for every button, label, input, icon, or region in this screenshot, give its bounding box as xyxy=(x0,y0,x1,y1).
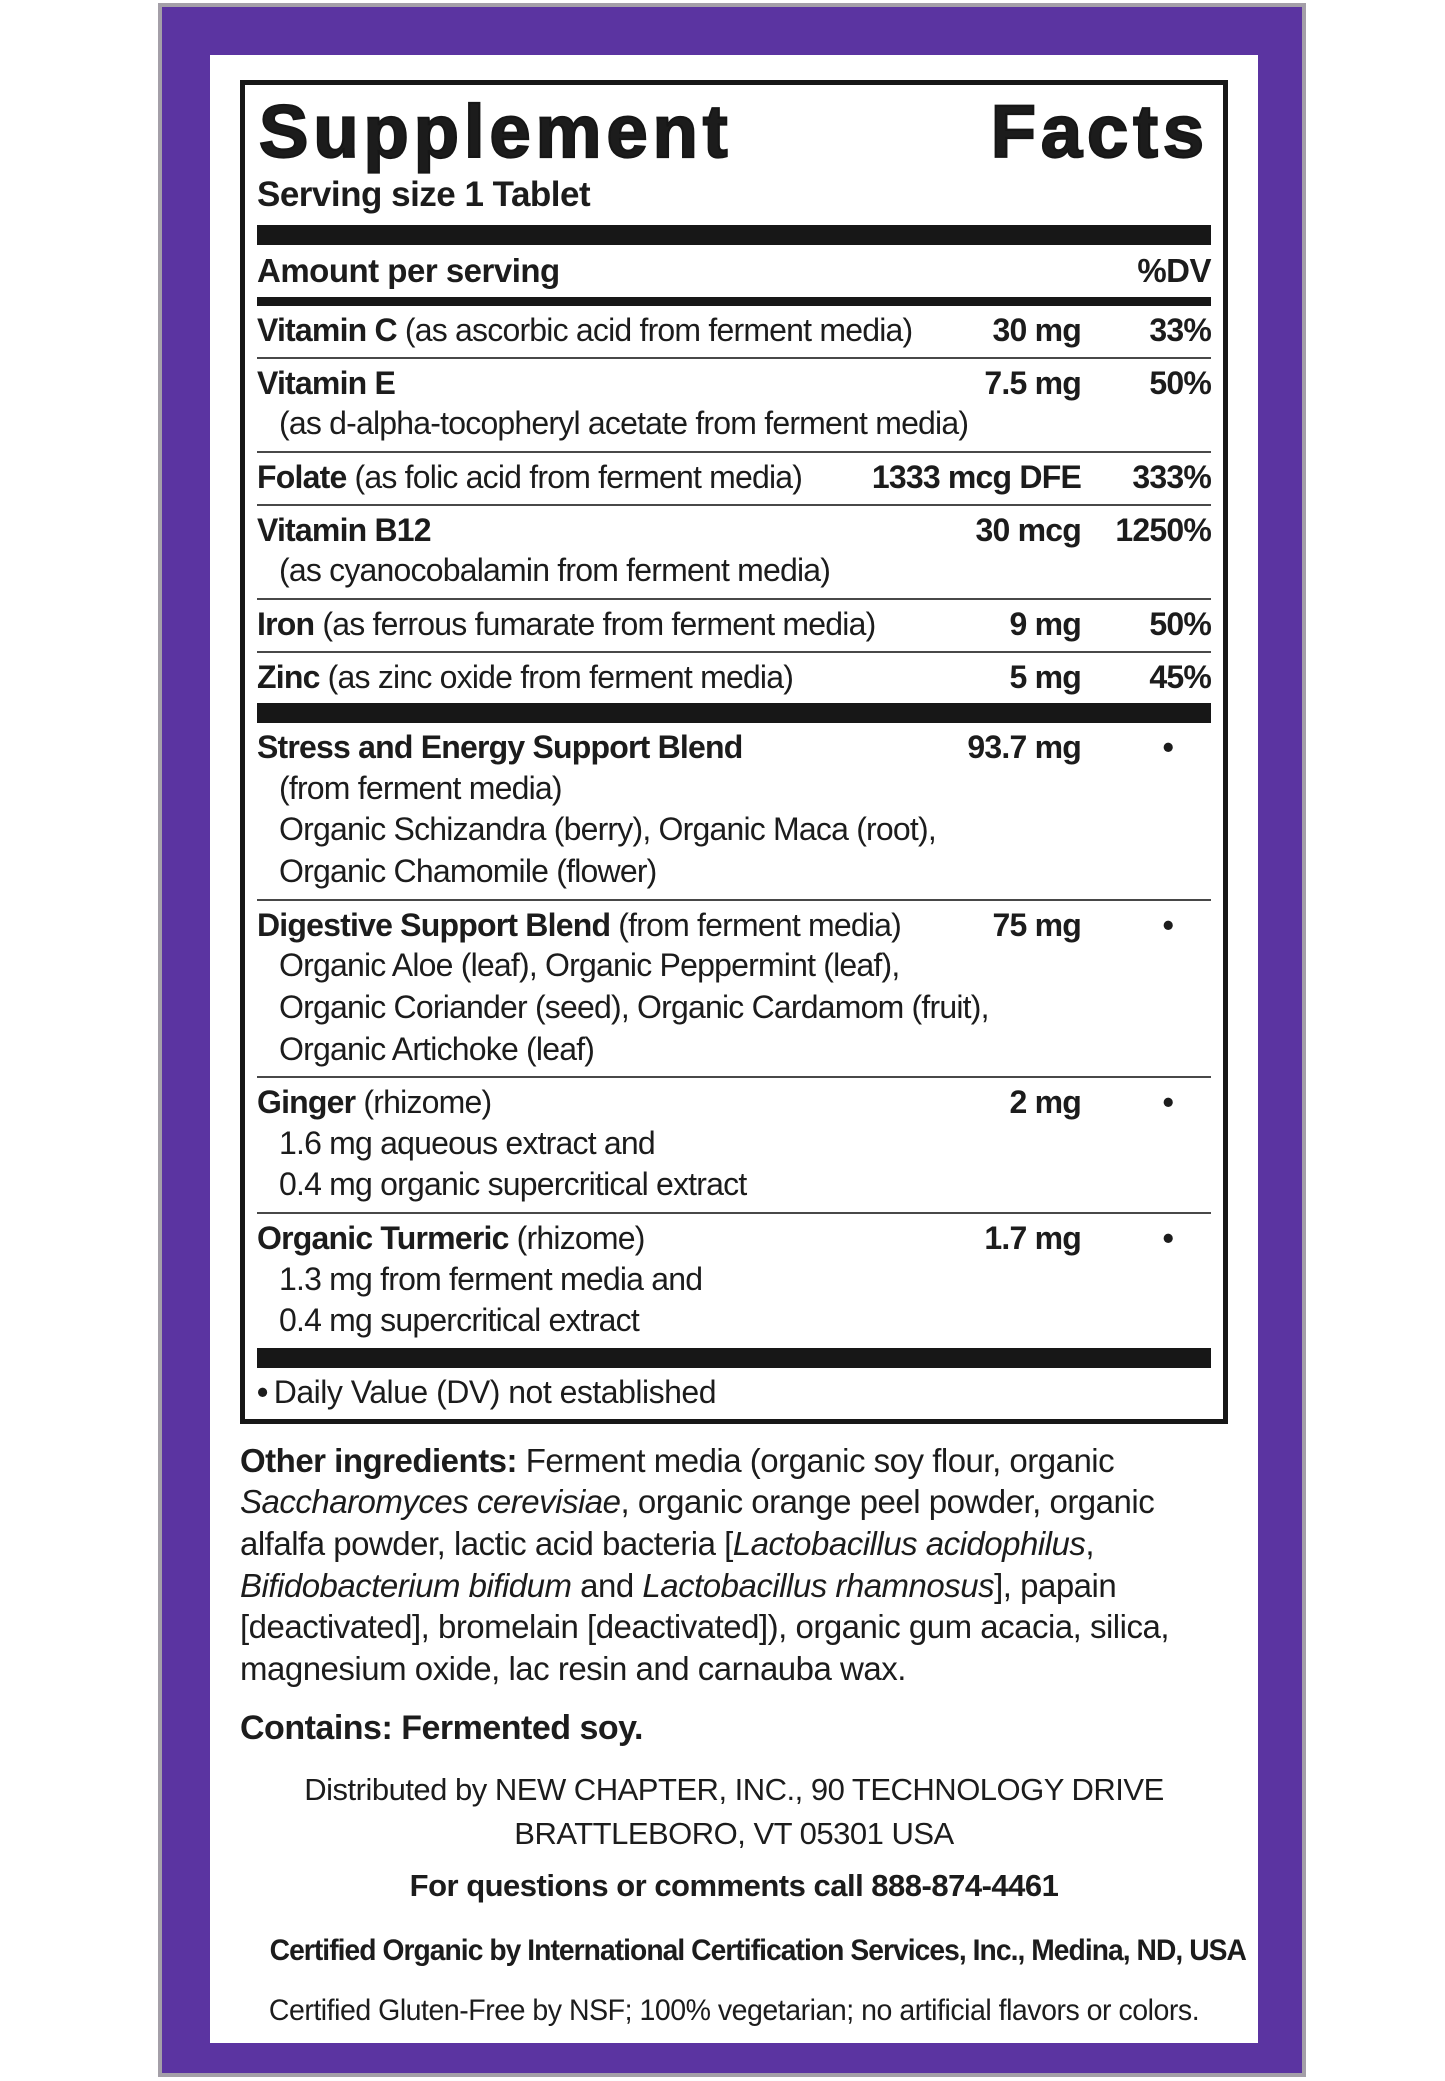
ingredient-name: Ginger xyxy=(257,1084,356,1121)
ingredient-row xyxy=(257,1212,1211,1348)
species-name: Lactobacillus rhamnosus xyxy=(642,1566,995,1604)
ingredient-row xyxy=(257,1076,1211,1212)
divider-bar-middle xyxy=(257,703,1211,723)
ingredient-name: Vitamin B12 xyxy=(257,511,431,548)
divider-bar-bottom xyxy=(257,1348,1211,1368)
ingredient-name-cell xyxy=(257,728,967,768)
distributor-address xyxy=(240,1768,1228,1856)
ingredient-row xyxy=(257,357,1211,451)
nutrient-rows xyxy=(257,306,1211,703)
footnote-text: Daily Value (DV) not established xyxy=(273,1373,716,1410)
ingredient-dv: 33% xyxy=(1149,312,1211,348)
ingredient-name: Iron xyxy=(257,605,315,642)
ingredient-amount: 7.5 mg xyxy=(984,364,1081,401)
label-inner xyxy=(210,55,1258,2043)
other-ingredients-text: , organic orange peel powder, organic alfalfa powder, lactic acid bacteria [ xyxy=(240,1483,1155,1562)
ingredient-row-main xyxy=(257,605,1211,645)
ingredient-amount: 75 mg xyxy=(992,906,1081,943)
ingredient-subline: Organic Chamomile (flower) xyxy=(279,853,657,890)
ingredient-subline: 0.4 mg supercritical extract xyxy=(279,1302,639,1339)
ingredient-subline: Organic Artichoke (leaf) xyxy=(279,1030,595,1067)
ingredient-name-cell xyxy=(257,1083,1010,1123)
ingredient-name-cell xyxy=(257,906,993,946)
other-ingredients-text: Ferment media (organic soy flour, organic xyxy=(525,1441,1115,1479)
divider-bar-top xyxy=(257,225,1211,245)
distributor-line-1: Distributed by NEW CHAPTER, INC., 90 TECHNOLOGY DRIVE xyxy=(304,1772,1164,1808)
ingredient-desc: (rhizome) xyxy=(355,1084,492,1121)
ingredient-row-main xyxy=(257,906,1211,946)
ingredient-dv: 333% xyxy=(1132,458,1211,495)
distributor-line-2: BRATTLEBORO, VT 05301 USA xyxy=(514,1816,954,1852)
ingredient-row xyxy=(257,899,1211,1076)
ingredient-name: Folate xyxy=(257,458,347,495)
ingredient-subline: 0.4 mg organic supercritical extract xyxy=(279,1166,747,1203)
ingredient-row-main xyxy=(257,728,1211,768)
ingredient-subline: (as d-alpha-tocopheryl acetate from ferment media) xyxy=(279,405,969,442)
footnote-row xyxy=(257,1368,1211,1419)
header-rule xyxy=(257,297,1211,306)
ingredient-name: Vitamin C xyxy=(257,312,397,348)
ingredient-name: Stress and Energy Support Blend xyxy=(257,729,743,766)
ingredient-row xyxy=(257,306,1211,357)
ingredient-amount: 2 mg xyxy=(1009,1084,1081,1121)
ingredient-desc: (rhizome) xyxy=(508,1219,645,1256)
certified-organic-line: Certified Organic by International Certification Services, Inc., Medina, ND, USA xyxy=(269,1934,1246,1968)
contains-statement: Contains: Fermented soy. xyxy=(240,1709,643,1748)
ingredient-name-cell xyxy=(257,511,976,551)
ingredient-row xyxy=(257,598,1211,651)
ingredient-amount: 1.7 mg xyxy=(984,1219,1081,1256)
ingredient-subline: 1.6 mg aqueous extract and xyxy=(279,1124,655,1161)
other-ingredients-text: and xyxy=(571,1566,643,1604)
ingredient-subline: (from ferment media) xyxy=(279,769,562,806)
ingredient-name: Organic Turmeric xyxy=(257,1219,509,1256)
ingredient-amount: 30 mcg xyxy=(975,511,1081,548)
ingredient-desc: (as ferrous fumarate from ferment media) xyxy=(314,605,876,642)
ingredient-amount: 1333 mcg DFE xyxy=(871,458,1081,495)
other-ingredients-label: Other ingredients: xyxy=(240,1441,526,1479)
ingredient-amount: 93.7 mg xyxy=(967,729,1081,766)
species-name: Saccharomyces cerevisiae xyxy=(240,1483,621,1521)
ingredient-row-main xyxy=(257,311,1211,351)
other-ingredients-text: ], papain [deactivated], bromelain [deactivated]), organic gum acacia, silica, magnesium oxide, lac resin and carnauba wax. xyxy=(240,1566,1169,1687)
ingredient-dv: • xyxy=(1162,1219,1173,1256)
ingredient-desc: (from ferment media) xyxy=(610,906,902,943)
ingredient-dv: 1250% xyxy=(1115,511,1211,548)
other-ingredients-text: , xyxy=(1085,1525,1095,1562)
ingredient-name-cell xyxy=(257,658,1010,698)
certified-gluten-free-line: Certified Gluten-Free by NSF; 100% vegetarian; no artificial flavors or colors. xyxy=(268,1994,1200,2028)
ingredient-desc: (as ascorbic acid from ferment media) xyxy=(396,312,913,348)
ingredient-row xyxy=(257,451,1211,504)
ingredient-desc: (as zinc oxide from ferment media) xyxy=(319,658,794,695)
panel-title-word: Facts xyxy=(990,90,1209,173)
ingredient-name: Zinc xyxy=(257,658,320,695)
ingredient-row-main xyxy=(257,658,1211,698)
ingredient-dv: • xyxy=(1162,1084,1173,1121)
footnote-bullet: • xyxy=(257,1373,268,1410)
panel-title xyxy=(257,85,1211,173)
supplement-facts-panel xyxy=(240,80,1228,1424)
ingredient-dv: • xyxy=(1162,906,1173,943)
ingredient-row-main xyxy=(257,1083,1211,1123)
ingredient-dv: 50% xyxy=(1149,605,1211,642)
other-ingredients-paragraph xyxy=(240,1440,1228,1689)
dv-header-label: %DV xyxy=(1137,252,1211,289)
ingredient-name-cell xyxy=(257,605,1010,645)
ingredient-row xyxy=(257,723,1211,898)
ingredient-amount: 30 mg xyxy=(992,312,1081,348)
questions-line: For questions or comments call 888-874-4461 xyxy=(409,1868,1059,1904)
ingredient-name: Digestive Support Blend xyxy=(257,906,611,943)
ingredient-dv: 50% xyxy=(1149,364,1211,401)
amount-header-label: Amount per serving xyxy=(257,252,560,289)
amount-header-row xyxy=(257,245,1211,294)
ingredient-row-main xyxy=(257,458,1211,498)
ingredient-row-main xyxy=(257,364,1211,404)
ingredient-dv: 45% xyxy=(1149,658,1211,695)
ingredient-row-main xyxy=(257,511,1211,551)
ingredient-name-cell xyxy=(257,364,984,404)
supplement-label-frame xyxy=(158,3,1306,2077)
ingredient-row-main xyxy=(257,1219,1211,1259)
ingredient-subline: Organic Coriander (seed), Organic Cardamom (fruit), xyxy=(279,988,989,1025)
panel-title-word: Supplement xyxy=(259,90,733,173)
ingredient-subline: Organic Aloe (leaf), Organic Peppermint (leaf), xyxy=(279,947,900,984)
species-name: Lactobacillus acidophilus xyxy=(732,1525,1086,1562)
ingredient-name: Vitamin E xyxy=(257,364,396,401)
ingredient-desc: (as folic acid from ferment media) xyxy=(346,458,803,495)
ingredient-name-cell xyxy=(257,458,872,498)
serving-size: Serving size 1 Tablet xyxy=(257,175,591,214)
blend-rows xyxy=(257,723,1211,1348)
ingredient-name-cell xyxy=(257,311,993,351)
ingredient-row xyxy=(257,504,1211,598)
ingredient-name-cell xyxy=(257,1219,984,1259)
ingredient-subline: 1.3 mg from ferment media and xyxy=(279,1260,703,1297)
ingredient-row xyxy=(257,651,1211,704)
ingredient-amount: 9 mg xyxy=(1009,605,1081,642)
ingredient-subline: (as cyanocobalamin from ferment media) xyxy=(279,552,831,589)
ingredient-subline: Organic Schizandra (berry), Organic Maca (root), xyxy=(279,811,936,848)
ingredient-amount: 5 mg xyxy=(1009,658,1081,695)
ingredient-dv: • xyxy=(1162,729,1173,766)
species-name: Bifidobacterium bifidum xyxy=(240,1566,572,1604)
